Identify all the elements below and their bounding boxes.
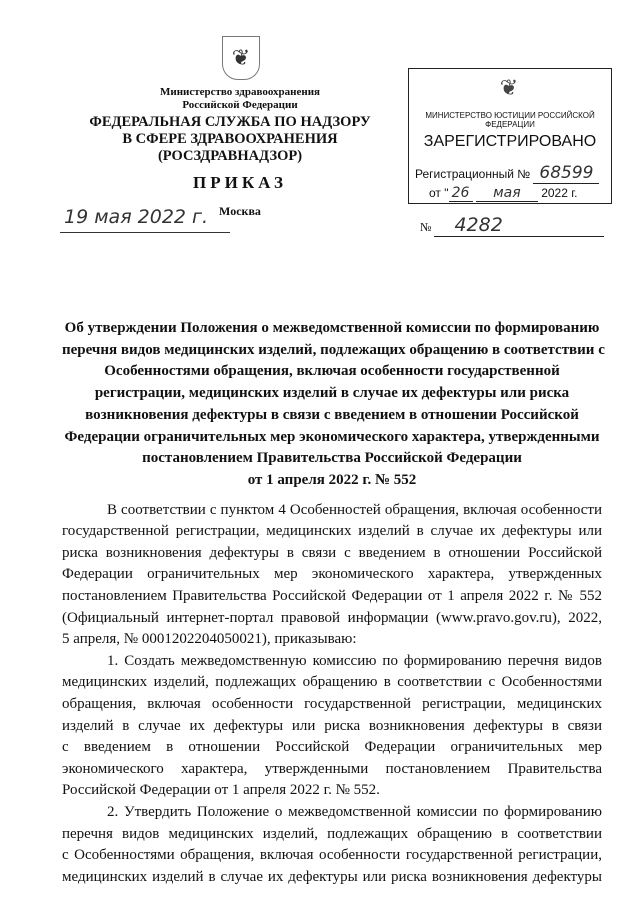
paragraph xyxy=(62,802,602,888)
paragraph xyxy=(62,651,602,802)
title-line: от 1 апреля 2022 г. № 552 xyxy=(247,471,417,488)
text-line: 5 апреля, № 0001202204050021), приказываю: xyxy=(62,631,357,648)
stamp-emblem-icon: ❦ xyxy=(499,75,519,100)
text-line: Российской Федерации от 1 апреля 2022 г. № 552. xyxy=(62,782,380,799)
text-line: перечня видов медицинских изделий, подлежащих обращению в соответствии xyxy=(62,825,602,842)
title-line: постановлением Правительства Российской Федерации xyxy=(142,450,522,467)
title-line: Особенностями обращения, включая особенности государственной xyxy=(104,363,560,380)
order-body xyxy=(62,500,602,889)
city: Москва xyxy=(219,204,261,218)
agency-line: ФЕДЕРАЛЬНАЯ СЛУЖБА ПО НАДЗОРУ xyxy=(89,114,371,130)
title-line: регистрации, медицинских изделий в случае их дефектуры или риска xyxy=(94,385,570,402)
text-line: государственной регистрации, медицинских изделий в случае их дефектуры или xyxy=(62,523,602,540)
stamp-date xyxy=(429,185,577,202)
agency-line: (РОСЗДРАВНАДЗОР) xyxy=(157,148,303,164)
stamp-registered: ЗАРЕГИСТРИРОВАНО xyxy=(423,133,597,150)
agency-name xyxy=(60,114,400,165)
date-month: мая xyxy=(476,185,538,202)
date-year: 2022 г. xyxy=(541,186,578,200)
text-line: медицинских изделий в случае их дефектуры или риска возникновения дефектуры xyxy=(62,868,602,885)
title-line: Федерации ограничительных мер экономического характера, утвержденными xyxy=(64,428,600,445)
number-value: 4282 xyxy=(434,214,604,237)
text-line: Федерации ограничительных мер экономического характера, утвержденных xyxy=(62,566,602,583)
paragraph xyxy=(62,500,602,651)
ministry-line: Российской Федерации xyxy=(182,99,298,111)
text-line: риска возникновения дефектуры в связи с введением в отношении Российской xyxy=(62,544,602,561)
date-day: 26 xyxy=(449,185,473,202)
date-prefix: от " xyxy=(429,186,449,200)
text-line: 2. Утвердить Положение о межведомственной комиссии по формированию xyxy=(107,803,602,820)
ministry-name xyxy=(140,86,340,112)
order-number xyxy=(420,214,604,237)
title-line: возникновения дефектуры в связи с введением в отношении Российской xyxy=(85,406,579,423)
text-line: с Особенностями обращения, включая особенности государственной регистрации, xyxy=(62,847,602,864)
text-line: В соответствии с пунктом 4 Особенностей обращения, включая особенности xyxy=(107,501,602,518)
ministry-line: Министерство здравоохранения xyxy=(159,86,321,98)
text-line: постановлением Правительства Российской Федерации от 1 апреля 2022 г. № 552 xyxy=(62,588,602,604)
coat-of-arms-icon: ❦ xyxy=(222,36,260,80)
agency-line: В СФЕРЕ ЗДРАВООХРАНЕНИЯ xyxy=(122,131,338,147)
document-type: ПРИКАЗ xyxy=(193,173,287,192)
registration-stamp xyxy=(408,68,612,204)
number-label: № xyxy=(420,220,432,234)
date-underline xyxy=(60,232,230,233)
text-line: (Официальный интернет-портал правовой информации (www.pravo.gov.ru), 2022, xyxy=(62,609,602,626)
text-line: с введением в отношении Российской Федерации ограничительных мер xyxy=(62,739,602,756)
order-title xyxy=(62,318,605,492)
text-line: 1. Создать межведомственную комиссию по формированию перечня видов xyxy=(107,652,602,669)
stamp-ministry: МИНИСТЕРСТВО ЮСТИЦИИ РОССИЙСКОЙ ФЕДЕРАЦИИ xyxy=(425,111,595,129)
title-line: Об утверждении Положения о межведомственной комиссии по формированию xyxy=(64,320,600,336)
reg-number: 68599 xyxy=(533,163,599,184)
handwritten-date: 19 мая 2022 г. xyxy=(64,206,209,228)
title-line: перечня видов медицинских изделий, подлежащих обращению в соответствии с xyxy=(62,341,605,358)
text-line: медицинских изделий, подлежащих обращению в соответствии с Особенностями xyxy=(62,674,602,691)
text-line: изделий в случае их дефектуры или риска возникновения дефектуры в связи xyxy=(62,717,602,734)
order-content xyxy=(62,318,605,888)
reg-label: Регистрационный № xyxy=(415,167,531,181)
stamp-reg-number xyxy=(415,163,599,184)
text-line: обращения, включая особенности государственной регистрации, медицинских xyxy=(62,695,602,712)
text-line: экономического характера, утвержденными постановлением Правительства xyxy=(62,760,602,777)
